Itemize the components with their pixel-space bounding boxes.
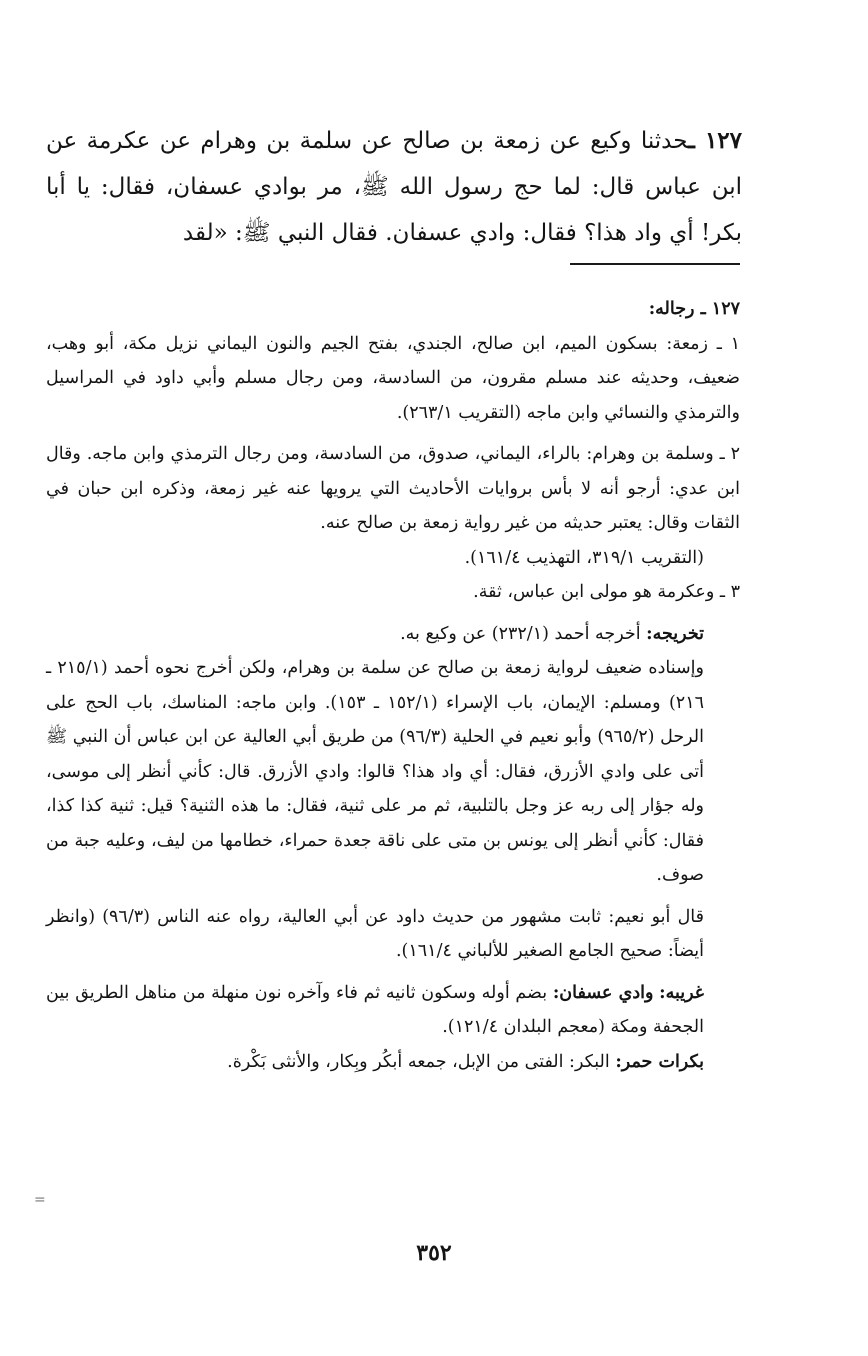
rijal-item-1: ١ ـ زمعة: بسكون الميم، ابن صالح، الجندي، بفتح الجيم والنون اليماني نزيل مكة، أبو وهب، ضعيف، وحديثه عند مسلم مقرون، من السادسة، ومن رجال مسلم وأبي داود في المراسيل والترمذي والنسائي وابن ماجه (التقريب ٢٦٣/١). — [46, 333, 740, 423]
bakarat-term: بكرات حمر: — [615, 1051, 704, 1072]
gharib-term: وادي عسفان: — [552, 982, 654, 1003]
bakarat-text: البكر: الفتى من الإبل، جمعه أبكُر وبِكار، والأنثى بَكْرة. — [227, 1051, 610, 1072]
takhrij-paragraph: وإسناده ضعيف لرواية زمعة بن صالح عن سلمة بن وهرام، ولكن أخرج نحوه أحمد (٢١٥/١ ـ ٢١٦) ومسلم: الإيمان، باب الإسراء (١٥٢/١ ـ ١٥٣). وابن ماجه: المناسك، باب الحج على الرحل (٩٦٥/٢) وأبو نعيم في الحلية (٩٦/٣) من طريق أبي العالية عن ابن عباس أن النبي ﷺ أتى على وادي الأزرق، فقال: أي واد هذا؟ قالوا: وادي الأزرق. قال: كأني أنظر إلى موسى، وله جؤار إلى ربه عز وجل بالتلبية، ثم مر على ثنية، فقال: ما هذه الثنية؟ قيل: ثنية كذا كذا، فقال: كأني أنظر إلى يونس بن متى على ناقة جعدة حمراء، خطامها من ليف، وعليه جبة من صوف. — [46, 658, 704, 885]
page-number: ٣٥٢ — [416, 1240, 452, 1266]
takhrij-label: تخريجه: — [646, 623, 704, 644]
rijal-heading: ١٢٧ ـ رجاله: — [648, 299, 740, 319]
rijal-item-3: ٣ ـ وعكرمة هو مولى ابن عباس، ثقة. — [473, 582, 740, 602]
hadith-number: ١٢٧ ـ — [688, 127, 742, 154]
abu-nuaym-paragraph: قال أبو نعيم: ثابت مشهور من حديث داود عن أبي العالية، رواه عنه الناس (٩٦/٣) (وانظر أيضاً: صحيح الجامع الصغير للألباني ١٦١/٤). — [46, 906, 704, 961]
rijal-reference: (التقريب ٣١٩/١، التهذيب ١٦١/٤). — [464, 547, 704, 568]
footnotes-block — [46, 292, 740, 1079]
takhrij-line — [46, 617, 740, 652]
hadith-body: حدثنا وكيع عن زمعة بن صالح عن سلمة بن وهرام عن عكرمة عن ابن عباس قال: لما حج رسول الله ﷺ، مر بوادي عسفان، فقال: يا أبا بكر! أي واد هذا؟ فقال: وادي عسفان. فقال النبي ﷺ: «لقد — [46, 128, 742, 246]
gharib-paragraph — [46, 976, 740, 1045]
gharib-text: بضم أوله وسكون ثانيه ثم فاء وآخره نون منهلة من مناهل الطريق بين الجحفة ومكة (معجم البلدان ١٢١/٤). — [46, 982, 704, 1037]
footnote-separator — [570, 263, 740, 265]
margin-mark: = — [34, 1192, 46, 1208]
gharib-label: غريبه: — [659, 982, 704, 1003]
hadith-text-block — [46, 118, 742, 256]
bakarat-paragraph — [46, 1045, 740, 1080]
takhrij-text: أخرجه أحمد (٢٣٢/١) عن وكيع به. — [400, 623, 641, 644]
rijal-item-2: ٢ ـ وسلمة بن وهرام: بالراء، اليماني، صدوق، من السادسة، ومن رجال الترمذي وابن ماجه. وقال ابن عدي: أرجو أنه لا بأس بروايات الأحاديث التي يرويها عنه غير زمعة، وذكره ابن حبان في الثقات وقال: يعتبر حديثه من غير رواية زمعة بن صالح عنه. — [46, 444, 740, 533]
